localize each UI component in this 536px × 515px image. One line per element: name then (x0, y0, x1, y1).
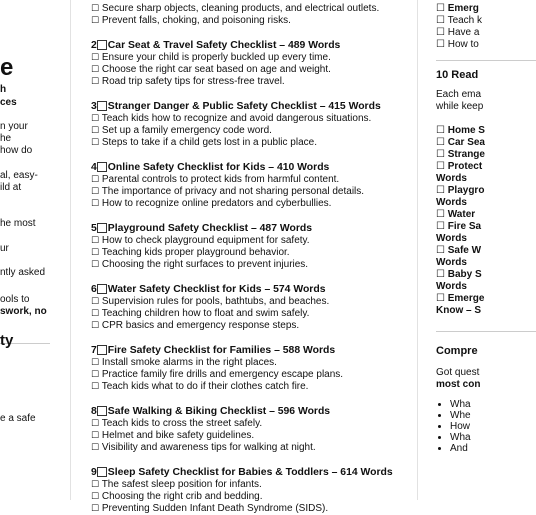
sidebar-item: ☐ How to (436, 39, 479, 50)
checkbox-icon: ☐ (91, 126, 100, 136)
checkbox-icon: ☐ (91, 138, 100, 148)
checklist-item: ☐ Choose the right car seat based on age and weight. (91, 64, 331, 75)
checklist-item: ☐ How to recognize online predators and cyberbullies. (91, 198, 332, 209)
sidebar-email-item[interactable]: Words (436, 233, 467, 244)
section-number: 4 (91, 162, 97, 173)
checkbox-icon: ☐ (91, 297, 100, 307)
sidebar-email-item[interactable]: ☐ Fire Sa (436, 221, 482, 232)
checklist-item: ☐ CPR basics and emergency response steps. (91, 320, 300, 331)
checklist-sections (91, 39, 417, 515)
checkbox-icon: ☐ (91, 248, 100, 258)
left-text-line: ild at (0, 182, 22, 193)
checkbox-icon: ☐ (91, 260, 100, 270)
section-title-text: Playground Safety Checklist – 487 Words (107, 223, 313, 234)
left-text-line: h (0, 84, 7, 95)
section-number: 8 (91, 406, 97, 417)
checkbox-icon: ☐ (91, 65, 100, 75)
left-text-line: ntly asked (0, 267, 46, 278)
checkbox-icon: ☐ (91, 4, 100, 14)
checklist-item: ☐ Parental controls to protect kids from harmful content. (91, 174, 340, 185)
checkbox-icon: ☐ (91, 175, 100, 185)
section-title (91, 222, 417, 235)
checkbox-icon: ☐ (91, 480, 100, 490)
section-title (91, 405, 417, 418)
sidebar-email-item[interactable]: Words (436, 281, 467, 292)
section-title (91, 39, 417, 52)
checklist-item: ☐ Teach kids how to recognize and avoid dangerous situations. (91, 113, 372, 124)
checkbox-icon: ☐ (91, 187, 100, 197)
left-text-line: he (0, 133, 12, 144)
sidebar-email-item[interactable]: ☐ Baby S (436, 269, 482, 280)
checkbox-icon (97, 40, 107, 50)
sidebar-item: ☐ Have a (436, 27, 480, 38)
left-subheading-fragment: ty (0, 332, 14, 349)
sidebar-bullet-item: • Wha (450, 399, 500, 410)
checklist-item: ☐ Supervision rules for pools, bathtubs, and beaches. (91, 296, 330, 307)
checklist-item: ☐ Preventing Sudden Infant Death Syndrome (SIDS). (91, 503, 329, 514)
checkbox-icon: ☐ (91, 370, 100, 380)
checklist-item: ☐ Teaching kids proper playground behavior. (91, 247, 290, 258)
section-title (91, 283, 417, 296)
checkbox-icon (97, 162, 107, 172)
sidebar-heading-2: Compre (436, 345, 478, 357)
sidebar-divider (436, 60, 536, 61)
section-title (91, 100, 411, 113)
sidebar-email-item[interactable]: Know – S (436, 305, 482, 316)
sidebar-email-item[interactable]: ☐ Safe W (436, 245, 482, 256)
left-text-line: how do (0, 145, 33, 156)
sidebar-email-item[interactable]: ☐ Emerge (436, 293, 485, 304)
left-text-line: e a safe (0, 413, 36, 424)
checklist-item: ☐ Secure sharp objects, cleaning products, and electrical outlets. (91, 3, 380, 14)
sidebar-item: ☐ Teach k (436, 15, 483, 26)
top-continuation (91, 3, 417, 27)
checkbox-icon (97, 345, 107, 355)
checklist-item: ☐ Teaching children how to float and swim safely. (91, 308, 310, 319)
section-number: 3 (91, 101, 97, 112)
checkbox-icon (97, 101, 107, 111)
sidebar-email-item[interactable]: ☐ Strange (436, 149, 485, 160)
sidebar-email-list (436, 125, 500, 317)
checklist-item: ☐ Ensure your child is properly buckled up every time. (91, 52, 331, 63)
sidebar-email-item[interactable]: ☐ Protect (436, 161, 483, 172)
checklist-item: ☐ Prevent falls, choking, and poisoning risks. (91, 15, 291, 26)
checkbox-icon: ☐ (91, 309, 100, 319)
sidebar-email-item[interactable]: ☐ Playgro (436, 185, 485, 196)
checkbox-icon (97, 223, 107, 233)
section-number: 5 (91, 223, 97, 234)
checkbox-icon: ☐ (91, 16, 100, 26)
checkbox-icon: ☐ (91, 77, 100, 87)
checkbox-icon: ☐ (91, 419, 100, 429)
checklist-item: ☐ Steps to take if a child gets lost in a public place. (91, 137, 317, 148)
left-text-line: ur (0, 243, 9, 254)
checkbox-icon: ☐ (91, 443, 100, 453)
sidebar-email-item[interactable]: Words (436, 173, 467, 184)
section-title-text: Water Safety Checklist for Kids – 574 Words (107, 284, 326, 295)
sidebar-bullet-item: • And (450, 443, 500, 454)
section-number: 6 (91, 284, 97, 295)
checklist-item: ☐ The importance of privacy and not sharing personal details. (91, 186, 365, 197)
sidebar-bullet-item: • How (450, 421, 500, 432)
sidebar-email-item[interactable]: Words (436, 257, 467, 268)
section-title (91, 161, 417, 174)
checklist-item: ☐ Helmet and bike safety guidelines. (91, 430, 255, 441)
sidebar-bullet-list (436, 399, 500, 454)
checklist-item: ☐ How to check playground equipment for safety. (91, 235, 310, 246)
checkbox-icon: ☐ (91, 114, 100, 124)
sidebar-email-item[interactable]: ☐ Car Sea (436, 137, 485, 148)
section-number: 2 (91, 40, 97, 51)
sidebar-intro-line: while keep (436, 101, 484, 112)
checkbox-icon: ☐ (91, 358, 100, 368)
sidebar-heading: 10 Read (436, 69, 479, 81)
left-heading-fragment: e (0, 54, 14, 81)
sidebar-intro-line: Each ema (436, 89, 482, 100)
section-title-text: Sleep Safety Checklist for Babies & Toddlers – 614 Words (107, 467, 393, 478)
left-text-line: n your (0, 121, 28, 132)
checklist-item: ☐ Practice family fire drills and emergency escape plans. (91, 369, 344, 380)
checkbox-icon: ☐ (91, 199, 100, 209)
checkbox-icon: ☐ (91, 53, 100, 63)
section-number: 7 (91, 345, 97, 356)
checkbox-icon: ☐ (91, 504, 100, 514)
section-title (91, 466, 411, 479)
checklist-item: ☐ Teach kids what to do if their clothes catch fire. (91, 381, 309, 392)
checkbox-icon (97, 467, 107, 477)
sidebar-intro-line: most con (436, 379, 481, 390)
checklist-item: ☐ Visibility and awareness tips for walking at night. (91, 442, 316, 453)
checklist-item: ☐ Teach kids to cross the street safely. (91, 418, 263, 429)
right-sidebar (418, 0, 500, 500)
section-title-text: Online Safety Checklist for Kids – 410 Words (107, 162, 330, 173)
sidebar-email-item[interactable]: ☐ Home S (436, 125, 485, 136)
sidebar-bullet-item: • Whe (450, 410, 500, 421)
checklist-item: ☐ Road trip safety tips for stress-free travel. (91, 76, 285, 87)
section-title (91, 344, 417, 357)
checkbox-icon: ☐ (91, 236, 100, 246)
sidebar-intro-line: Got quest (436, 367, 480, 378)
checkbox-icon (97, 406, 107, 416)
checkbox-icon (97, 284, 107, 294)
checkbox-icon: ☐ (91, 321, 100, 331)
section-title-text: Car Seat & Travel Safety Checklist – 489 Words (107, 40, 341, 51)
checklist-item: ☐ Install smoke alarms in the right places. (91, 357, 277, 368)
checkbox-icon: ☐ (91, 431, 100, 441)
sidebar-bullet-item: • Wha (450, 432, 500, 443)
left-text-line: ces (0, 97, 17, 108)
sidebar-intro-2 (436, 367, 500, 391)
sidebar-email-item[interactable]: ☐ Water (436, 209, 476, 220)
left-text-line: ools to (0, 294, 30, 305)
sidebar-top-list (436, 3, 500, 51)
section-number: 9 (91, 467, 97, 478)
section-title-text: Stranger Danger & Public Safety Checklist – 415 Words (107, 101, 381, 112)
section-title-text: Fire Safety Checklist for Families – 588 Words (107, 345, 336, 356)
sidebar-email-item[interactable]: Words (436, 197, 467, 208)
checklist-item: ☐ Choosing the right surfaces to prevent injuries. (91, 259, 309, 270)
main-article (70, 0, 418, 514)
checkbox-icon: ☐ (91, 382, 100, 392)
checklist-item: ☐ Set up a family emergency code word. (91, 125, 272, 136)
sidebar-divider (436, 331, 536, 332)
sidebar-intro (436, 89, 500, 113)
checklist-item: ☐ The safest sleep position for infants. (91, 479, 262, 490)
checklist-item: ☐ Choosing the right crib and bedding. (91, 491, 263, 502)
left-column (0, 0, 70, 500)
left-text-line: he most (0, 218, 36, 229)
left-text-line: al, easy- (0, 170, 38, 181)
sidebar-item: ☐ Emerg (436, 3, 479, 14)
checkbox-icon: ☐ (91, 492, 100, 502)
left-text-line: swork, no (0, 306, 47, 317)
section-title-text: Safe Walking & Biking Checklist – 596 Words (107, 406, 331, 417)
